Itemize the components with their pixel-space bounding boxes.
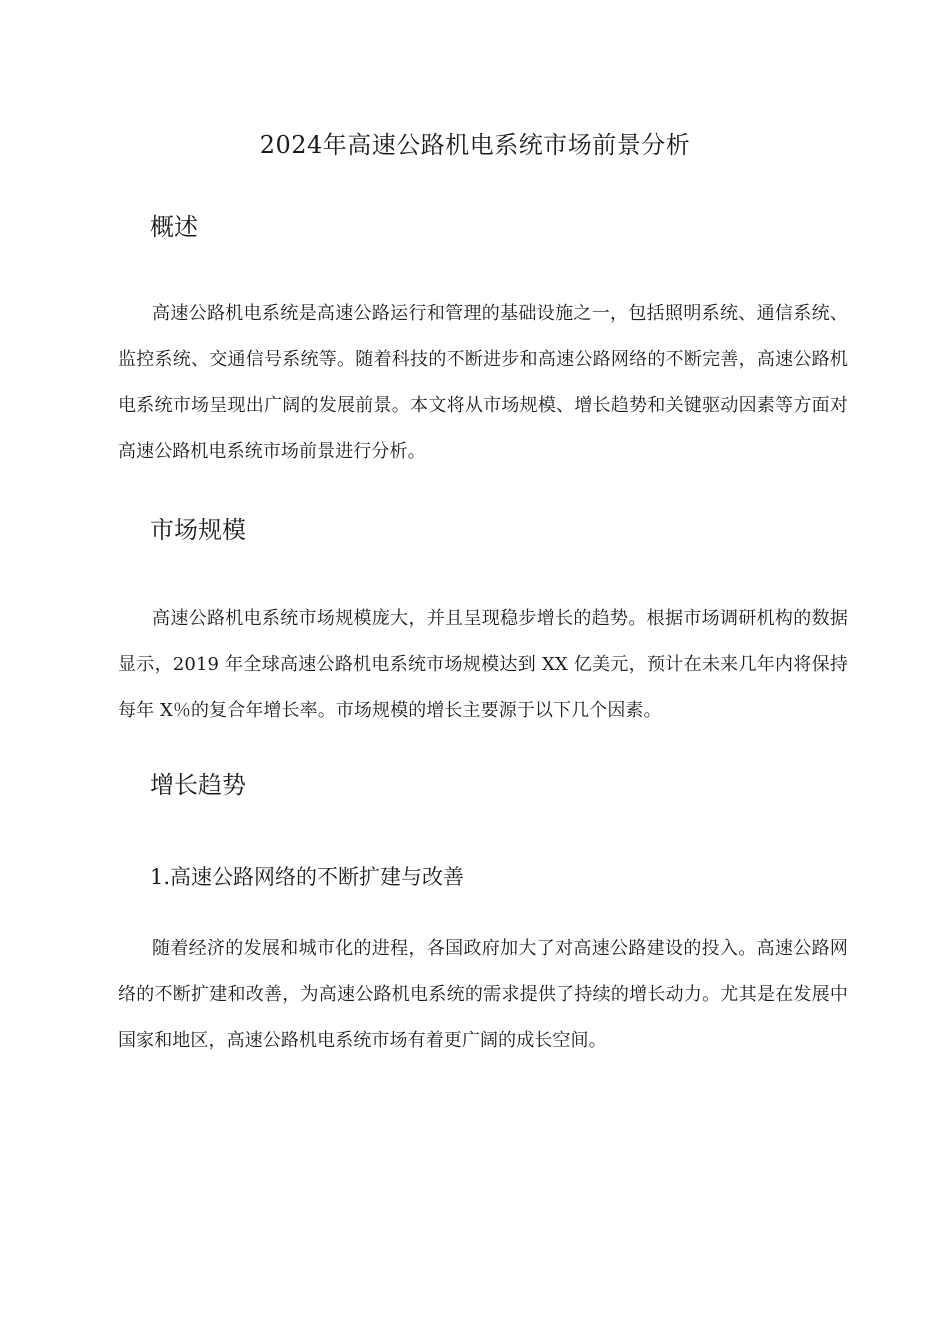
document-title: 2024年高速公路机电系统市场前景分析	[259, 131, 691, 159]
paragraph-overview: 高速公路机电系统是高速公路运行和管理的基础设施之一，包括照明系统、通信系统、监控系统、交通信号系统等。随着科技的不断进步和高速公路网络的不断完善，高速公路机电系统市场呈现出广阔的发展前景。本文将从市场规模、增长趋势和关键驱动因素等方面对高速公路机电系统市场前景进行分析。	[118, 303, 848, 462]
section-heading-overview: 概述	[150, 213, 198, 241]
paragraph-network-expansion: 随着经济的发展和城市化的进程，各国政府加大了对高速公路建设的投入。高速公路网络的不断扩建和改善，为高速公路机电系统的需求提供了持续的增长动力。尤其是在发展中国家和地区，高速公路机电系统市场有着更广阔的成长空间。	[118, 938, 848, 1051]
paragraph-market-size: 高速公路机电系统市场规模庞大，并且呈现稳步增长的趋势。根据市场调研机构的数据显示，2019 年全球高速公路机电系统市场规模达到 XX 亿美元，预计在未来几年内将保持每年 X％的复合年增长率。市场规模的增长主要源于以下几个因素。	[118, 608, 848, 721]
section-heading-market-size: 市场规模	[150, 516, 246, 544]
subsection-heading-network-expansion: 1.高速公路网络的不断扩建与改善	[150, 865, 465, 889]
section-heading-growth-trend: 增长趋势	[150, 771, 246, 799]
